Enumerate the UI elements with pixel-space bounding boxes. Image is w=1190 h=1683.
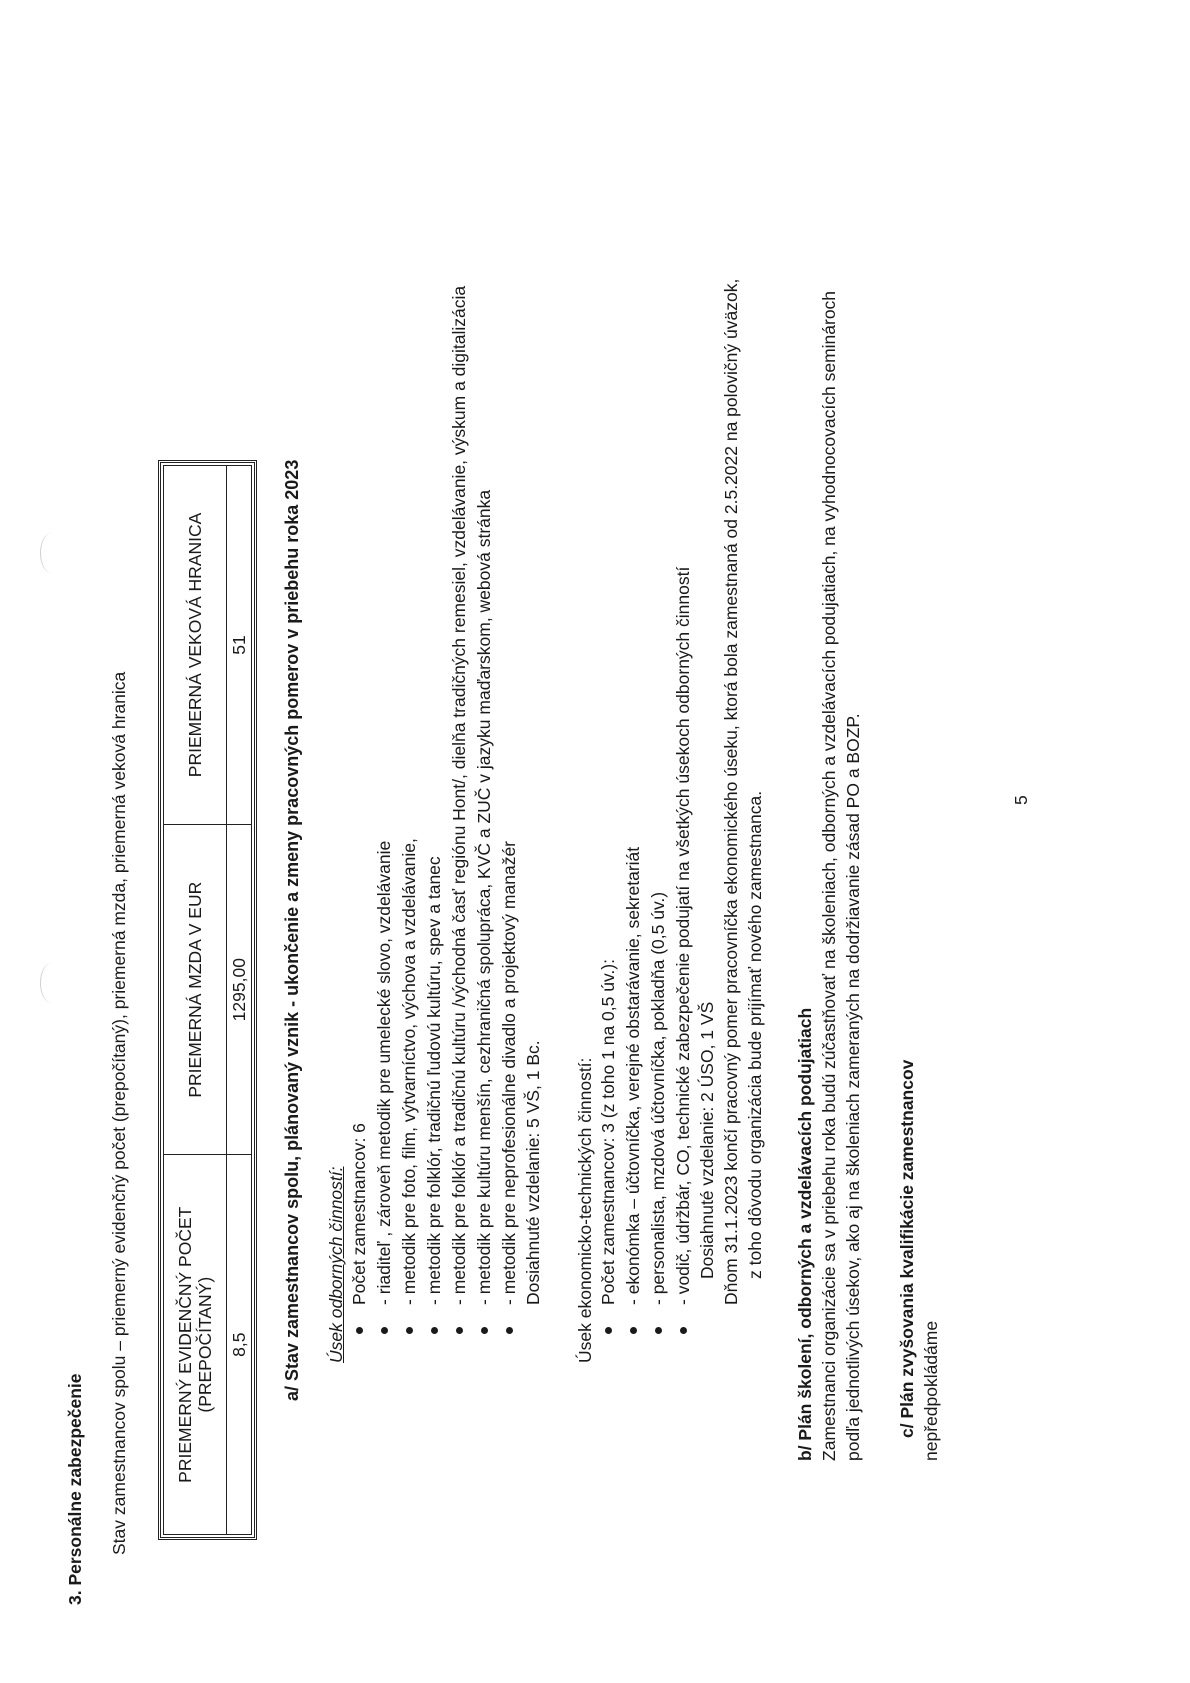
value-avg-wage: 1295,00 — [227, 824, 252, 1155]
ekonomicke-note-line2: z toho dôvodu organizácia bude prijímať nového zamestnanca. — [745, 790, 765, 1279]
bullet-icon — [680, 1327, 687, 1334]
bullet-icon — [356, 1327, 363, 1334]
ekonomicke-item: - vodič, údržbár, CO, technické zabezpečenie podujatí na všetkých úsekoch odborných činností — [673, 566, 693, 1305]
section-title: 3. Personálne zabezpečenie — [65, 1373, 85, 1605]
bullet-icon — [456, 1327, 463, 1334]
header-avg-count: PRIEMERNÝ EVIDENČNÝ POČET (PREPOČÍTANÝ) — [164, 1155, 227, 1535]
section-a-title: a/ Stav zamestnancov spolu, plánovaný vznik - ukončenie a zmeny pracovných pomerov v priebehu roka 2023 — [282, 459, 302, 1401]
value-avg-count: 8,5 — [227, 1155, 252, 1535]
scan-artifact — [40, 963, 63, 1003]
odborne-heading: Úsek odborných činností: — [326, 1166, 346, 1363]
header-avg-age: PRIEMERNÁ VEKOVÁ HRANICA — [164, 466, 227, 825]
odborne-item: - metodik pre foto, film, výtvarníctvo, výchova a vzdelávanie, — [399, 838, 419, 1305]
section-c-text: nepředpokládáme — [921, 1320, 941, 1461]
odborne-item: Počet zamestnancov: 6 — [349, 1123, 369, 1305]
odborne-item: - metodik pre folklór a tradičnú kultúru /východná časť regiónu Hont/, dielňa tradičných remesiel, vzdelávanie, výskum a digitalizácia — [449, 285, 469, 1305]
bullet-icon — [406, 1327, 413, 1334]
bullet-icon — [605, 1327, 612, 1334]
value-avg-age: 51 — [227, 466, 252, 825]
ekonomicke-item: - personalista, mzdová účtovníčka, pokladňa (0,5 úv.) — [648, 891, 668, 1305]
odborne-item: - metodik pre kultúru menšín, cezhraničná spolupráca, KVČ a ZUČ v jazyku maďarskom, webová stránka — [474, 489, 494, 1305]
bullet-icon — [431, 1327, 438, 1334]
bullet-icon — [381, 1327, 388, 1334]
ekonomicke-item: - ekonómka – účtovníčka, verejné obstarávanie, sekretariát — [623, 846, 643, 1305]
odborne-item: - metodik pre folklór, tradičnú ľudovú kultúru, spev a tanec — [424, 856, 444, 1305]
bullet-icon — [481, 1327, 488, 1334]
page-number: 5 — [1011, 795, 1031, 805]
odborne-education: Dosiahnuté vzdelanie: 5 VŠ, 1 Bc. — [523, 1040, 543, 1305]
section-b-line2: podľa jednotlivých úsekov, ako aj na školeniach zameraných na dodržiavanie zásad PO a BOZP. — [843, 713, 863, 1461]
intro-line: Stav zamestnancov spolu – priemerný evidenčný počet (prepočítaný), priemerná mzda, priemerná veková hranica — [109, 671, 129, 1555]
bullet-icon — [655, 1327, 662, 1334]
ekonomicke-note-line1: Dňom 31.1.2023 končí pracovný pomer pracovníčka ekonomického úseku, ktorá bola zamestnaná od 2.5.2022 na polovičný úväzok, — [721, 278, 741, 1305]
ekonomicke-education: Dosiahnuté vzdelanie: 2 ÚSO, 1 VŠ — [697, 1001, 717, 1279]
bullet-icon — [630, 1327, 637, 1334]
section-b-line1: Zamestnanci organizácie sa v priebehu roka budú zúčastňovať na školeniach, odborných a vzdelávacích podujatiach, na vyhodnocovacích seminároch — [819, 290, 839, 1461]
scan-artifact — [40, 533, 63, 573]
section-c-title: c/ Plán zvyšovania kvalifikácie zamestnancov — [897, 1059, 917, 1438]
odborne-item: - metodik pre neprofesionálne divadlo a projektový manažér — [499, 840, 519, 1305]
ekonomicke-item: Počet zamestnancov: 3 (z toho 1 na 0,5 úv.): — [598, 959, 618, 1305]
section-b-title: b/ Plán školení, odborných a vzdelávacích podujatiach — [795, 1007, 815, 1461]
staff-stats-table — [163, 465, 252, 1535]
ekonomicke-heading: Úsek ekonomicko-technických činností: — [575, 1057, 595, 1363]
header-avg-wage: PRIEMERNÁ MZDA V EUR — [164, 824, 227, 1155]
bullet-icon — [506, 1327, 513, 1334]
odborne-item: - riaditeľ , zároveň metodik pre umelecké slovo, vzdelávanie — [374, 840, 394, 1305]
